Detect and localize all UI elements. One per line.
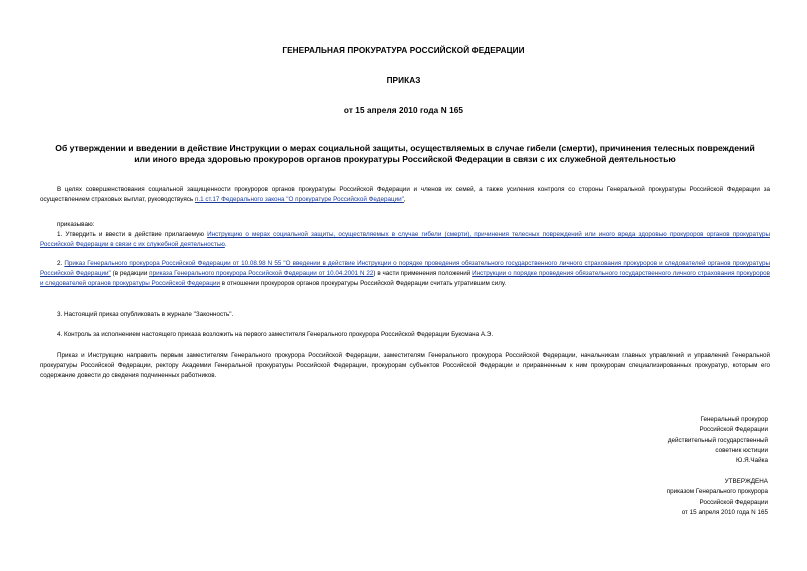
- approval-line: приказом Генерального прокурора: [666, 488, 768, 496]
- distribution-paragraph: Приказ и Инструкцию направить первым заместителям Генерального прокурора Российской Федерации, заместителям Генерального прокурора Российской Федерации, начальникам главных управлений и управлений Генеральной прокуратуры Российской Федерации, ректору Академии Генеральной прокуратуры Российской Федерации, прокурорам субъектов Российской Федерации и приравненным к ним прокурорам специализированных прокуратур, которым его содержание довести до сведения подчиненных работников.: [40, 352, 770, 379]
- document-title: [40, 143, 770, 165]
- signature-name: Ю.Я.Чайка: [735, 457, 768, 465]
- item-1-suffix: .: [224, 241, 227, 248]
- preamble-text: В целях совершенствования социальной защищенности прокуроров органов прокуратуры Российской Федерации и членов их семей, а также усиления контроля со стороны Генеральной прокуратуры Российской Федерации за осуществлением страховых выплат, руководствуясь: [40, 186, 770, 203]
- approval-line: Российской Федерации: [699, 498, 768, 506]
- signature-line: Российской Федерации: [699, 426, 768, 434]
- preamble-paragraph: [40, 185, 770, 205]
- signature-line: действительный государственный: [667, 436, 768, 444]
- approval-heading: УТВЕРЖДЕНА: [724, 478, 768, 485]
- title-line-2: или иного вреда здоровью прокуроров органов прокуратуры Российской Федерации в связи с их служебной деятельностью: [134, 154, 676, 164]
- item-1-prefix: 1. Утвердить и ввести в действие прилагаемую: [57, 231, 208, 238]
- insurance-instruction-link[interactable]: Инструкции о порядке проведения обязательного государственного личного страхования прокуроров и следователей органов прокуратуры Российской Федерации: [40, 270, 770, 287]
- preamble-tail: ,: [403, 196, 406, 203]
- signature-line: Генеральный прокурор: [700, 416, 768, 423]
- order-word: приказываю:: [57, 221, 95, 228]
- item-3-paragraph: 3. Настоящий приказ опубликовать в журнале "Законность".: [57, 311, 234, 318]
- item-2-mid-2: ) в части применения положений: [373, 270, 473, 277]
- organization-header: ГЕНЕРАЛЬНАЯ ПРОКУРАТУРА РОССИЙСКОЙ ФЕДЕРАЦИИ: [282, 46, 525, 55]
- document-type: ПРИКАЗ: [386, 76, 421, 85]
- item-4-paragraph: 4. Контроль за исполнением настоящего приказа возложить на первого заместителя Генерального прокурора Российской Федерации Буксмана А.Э.: [57, 331, 494, 338]
- item-2-prefix: 2.: [57, 260, 65, 267]
- title-line-1: Об утверждении и введении в действие Инструкции о мерах социальной защиты, осуществляемых в случае гибели (смерти), причинения телесных повреждений: [55, 143, 755, 153]
- order-2001-link[interactable]: приказа Генерального прокурора Российской Федерации от 10.04.2001 N 22: [149, 270, 374, 277]
- law-link[interactable]: п.1 ст.17 Федерального закона "О прокуратуре Российской Федерации": [194, 196, 404, 203]
- approval-date-number: от 15 апреля 2010 года N 165: [681, 508, 768, 516]
- item-2-suffix: в отношении прокуроров органов прокуратуры Российской Федерации считать утратившим силу.: [220, 280, 507, 287]
- signature-line: советник юстиции: [715, 446, 768, 454]
- item-2-paragraph: [40, 259, 770, 289]
- signature-block: [560, 415, 768, 466]
- item-2-mid-1: (в редакции: [110, 270, 150, 277]
- approval-block: [560, 477, 768, 518]
- document-date-number: от 15 апреля 2010 года N 165: [343, 106, 464, 115]
- instruction-link[interactable]: Инструкцию о мерах социальной защиты, осуществляемых в случае гибели (смерти), причинения телесных повреждений или иного вреда здоровью прокуроров органов прокуратуры Российской Федерации в связи с их служебной деятельностью: [40, 231, 770, 248]
- order-1998-link[interactable]: Приказ Генерального прокурора Российской Федерации от 10.08.98 N 55 "О введении в действие Инструкции о порядке проведения обязательного государственного личного страхования прокуроров и следователей органов прокуратуры Российской Федерации": [40, 260, 770, 277]
- item-1-paragraph: [40, 230, 770, 250]
